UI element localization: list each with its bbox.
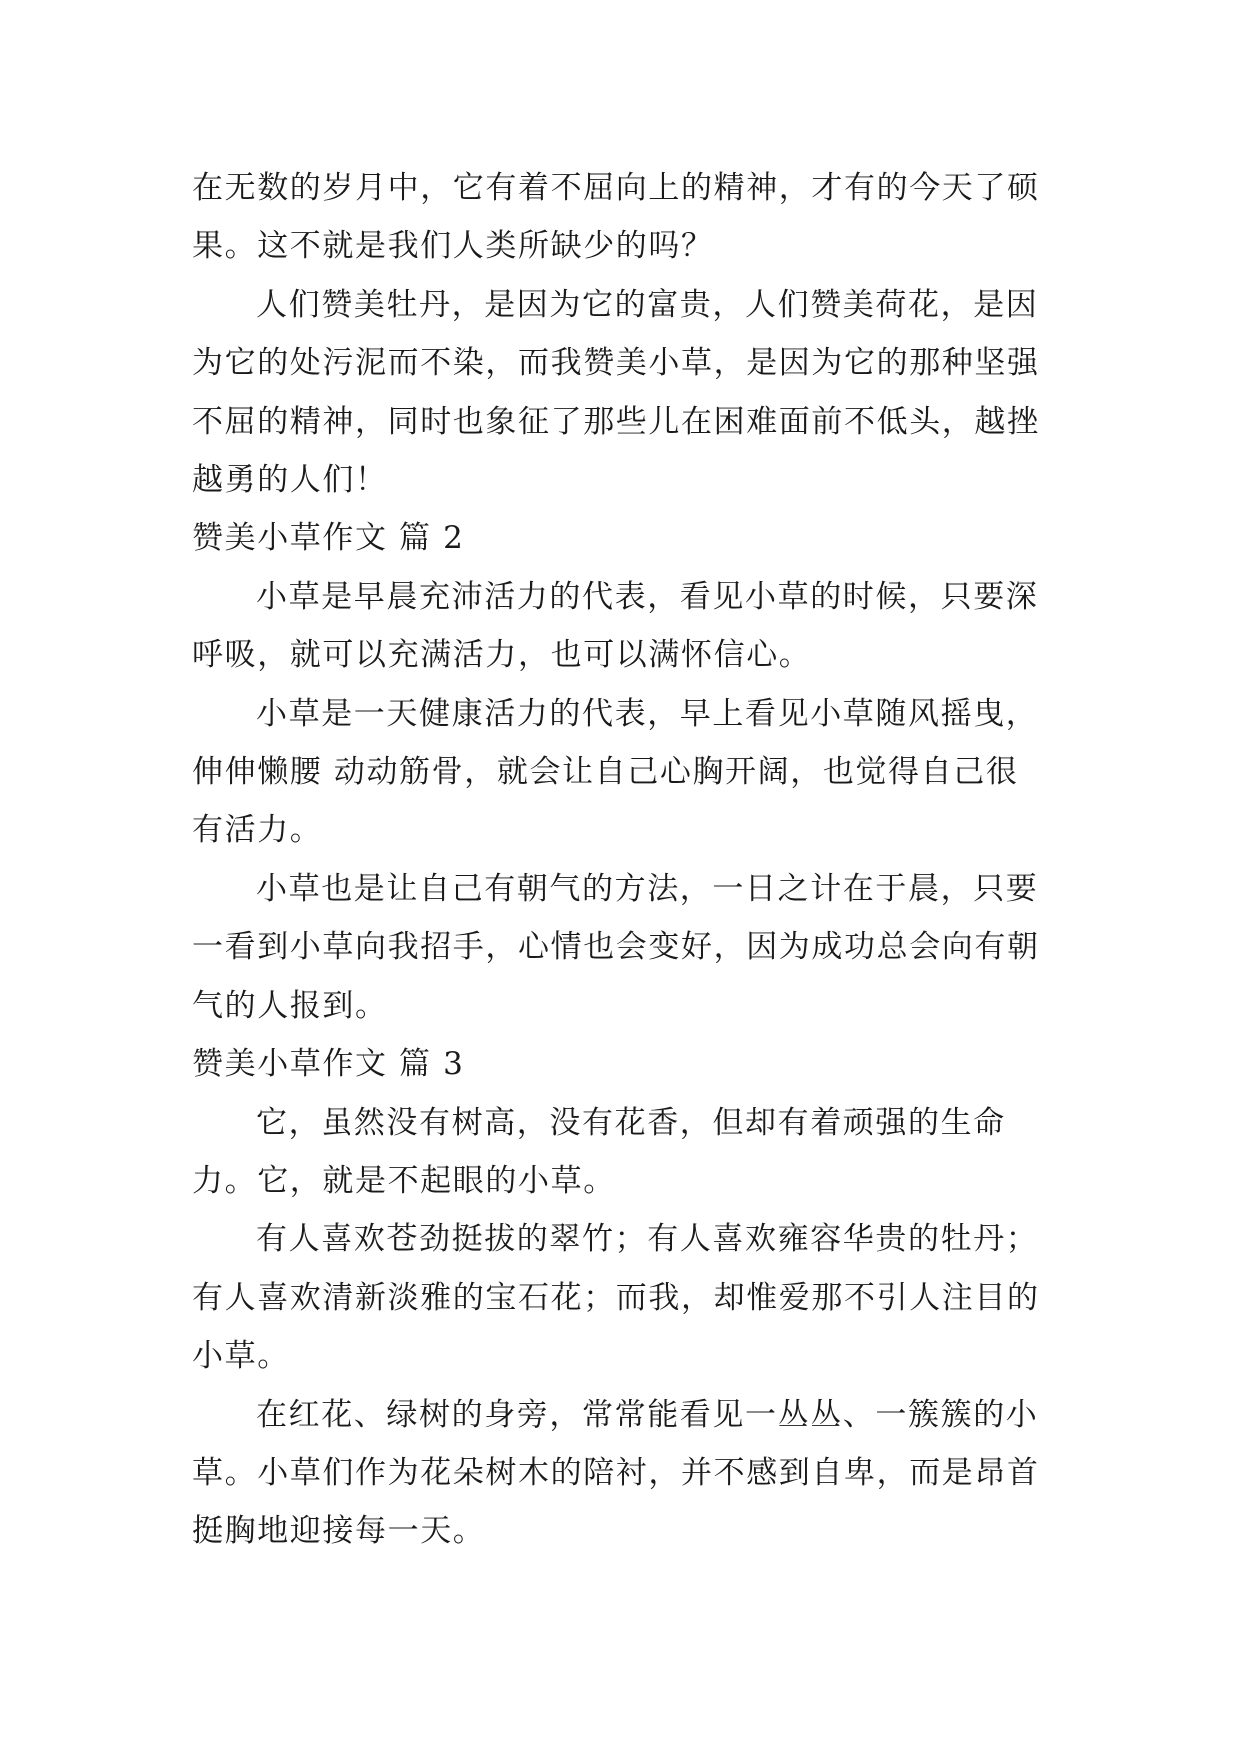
section-heading: 赞美小草作文 篇 2 xyxy=(192,520,465,557)
paragraph: 在红花、绿树的身旁，常常能看见一丛丛、一簇簇的小草。小草们作为花朵树木的陪衬，并不感到自卑，而是昂首挺胸地迎接每一天。 xyxy=(192,1396,1040,1550)
section-heading: 赞美小草作文 篇 3 xyxy=(192,1046,465,1083)
paragraph: 人们赞美牡丹，是因为它的富贵，人们赞美荷花，是因为它的处污泥而不染，而我赞美小草，是因为它的那种坚强不屈的精神，同时也象征了那些儿在困难面前不低头，越挫越勇的人们！ xyxy=(192,286,1040,499)
paragraph: 小草是早晨充沛活力的代表，看见小草的时候，只要深呼吸，就可以充满活力，也可以满怀信心。 xyxy=(192,578,1039,674)
paragraph: 有人喜欢苍劲挺拔的翠竹；有人喜欢雍容华贵的牡丹；有人喜欢清新淡雅的宝石花；而我，却惟爱那不引人注目的小草。 xyxy=(192,1221,1040,1375)
paragraph: 小草是一天健康活力的代表，早上看见小草随风摇曳，伸伸懒腰 动动筋骨，就会让自己心胸开阔，也觉得自己很有活力。 xyxy=(192,695,1039,849)
paragraph: 在无数的岁月中，它有着不屈向上的精神，才有的今天了硕果。这不就是我们人类所缺少的吗？ xyxy=(192,170,1040,265)
paragraph: 它，虽然没有树高，没有花香，但却有着顽强的生命力。它，就是不起眼的小草。 xyxy=(192,1104,1006,1199)
paragraph: 小草也是让自己有朝气的方法，一日之计在于晨，只要一看到小草向我招手，心情也会变好，因为成功总会向有朝气的人报到。 xyxy=(192,870,1040,1024)
document-body xyxy=(192,159,1050,1561)
